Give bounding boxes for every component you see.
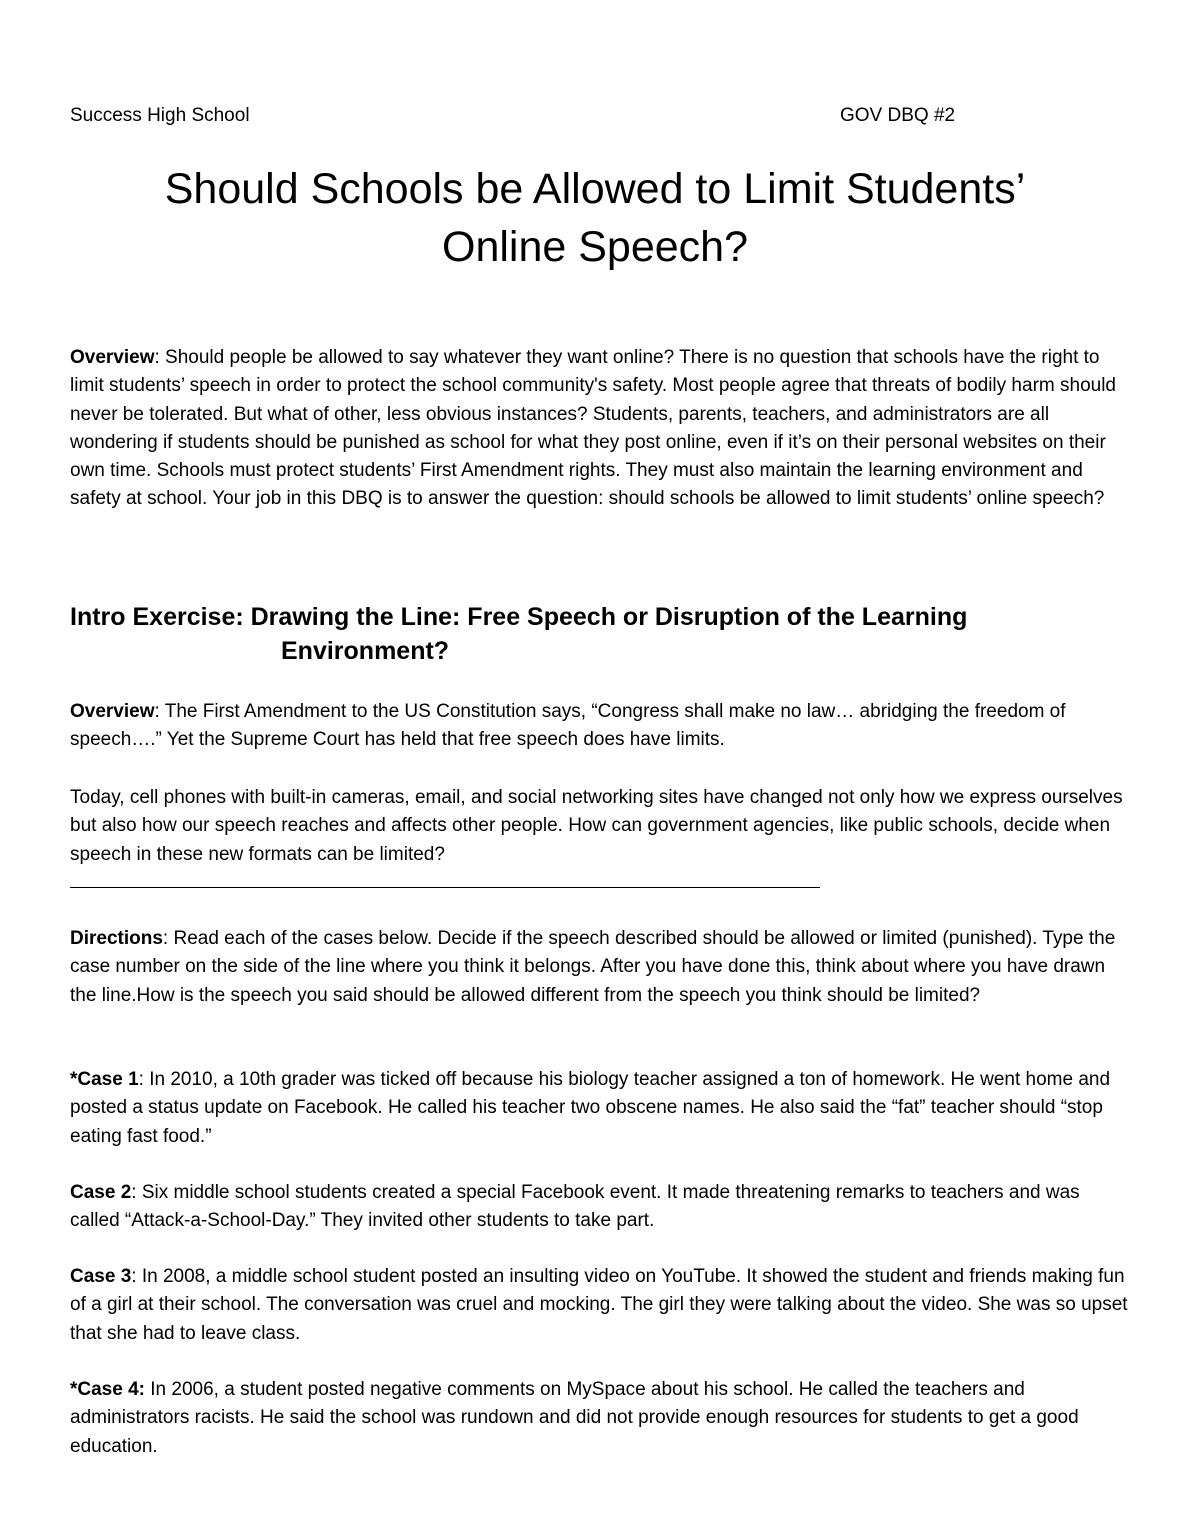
page-title	[70, 160, 1120, 276]
overview-label: Overview	[70, 701, 155, 722]
case-2	[70, 1179, 1130, 1236]
directions-paragraph	[70, 925, 1130, 1010]
case-label: *Case 1	[70, 1069, 139, 1090]
case-1	[70, 1066, 1130, 1151]
case-text: : Six middle school students created a special Facebook event. It made threatening remarks to teachers and was called “Attack-a-School-Day.” They invited other students to take part.	[70, 1182, 1080, 1232]
first-amendment-overview	[70, 698, 1130, 755]
case-label: Case 3	[70, 1266, 132, 1287]
page-header	[70, 105, 1120, 131]
directions-label: Directions	[70, 928, 163, 949]
divider-line	[70, 887, 820, 888]
document-id: GOV DBQ #2	[840, 105, 956, 126]
title-line-2: Online Speech?	[442, 223, 748, 271]
title-line-1: Should Schools be Allowed to Limit Students’	[164, 165, 1026, 213]
case-text: : In 2008, a middle school student posted an insulting video on YouTube. It showed the student and friends making fun of a girl at their school. The conversation was cruel and mocking. The girl they were talking about the video. She was so upset that she had to leave class.	[70, 1266, 1128, 1344]
overview-paragraph	[70, 344, 1130, 514]
overview-text: : Should people be allowed to say whatever they want online? There is no question that schools have the right to limit students’ speech in order to protect the school community's safety. Most people agree that threats of bodily harm should never be tolerated. But what of other, less obvious instances? Students, parents, teachers, and administrators are all wondering if students should be punished as school for what they post online, even if it’s on their personal websites on their own time. Schools must protect students’ First Amendment rights. They must also maintain the learning environment and safety at school. Your job in this DBQ is to answer the question: should schools be allowed to limit students’ online speech?	[70, 347, 1116, 510]
school-name: Success High School	[70, 105, 250, 126]
case-text: : In 2010, a 10th grader was ticked off because his biology teacher assigned a ton of homework. He went home and posted a status update on Facebook. He called his teacher two obscene names. He also said the “fat” teacher should “stop eating fast food.”	[70, 1069, 1111, 1147]
overview-label: Overview	[70, 347, 155, 368]
case-3	[70, 1263, 1130, 1348]
directions-text: : Read each of the cases below. Decide if the speech described should be allowed or limited (punished). Type the case number on the side of the line where you think it belongs. After you have done this, think about where you have drawn the line.How is the speech you said should be allowed different from the speech you think should be limited?	[70, 928, 1116, 1006]
intro-heading-line-1: Intro Exercise: Drawing the Line: Free Speech or Disruption of the Learning	[70, 603, 968, 631]
intro-exercise-heading	[70, 600, 1130, 668]
case-text: In 2006, a student posted negative comments on MySpace about his school. He called the teachers and administrators racists. He said the school was rundown and did not provide enough resources for students to get a good education.	[70, 1379, 1079, 1457]
today-paragraph: Today, cell phones with built-in cameras, email, and social networking sites have changed not only how we express ourselves but also how our speech reaches and affects other people. How can government agencies, like public schools, decide when speech in these new formats can be limited?	[70, 787, 1123, 865]
overview-text: : The First Amendment to the US Constitution says, “Congress shall make no law… abridging the freedom of speech….” Yet the Supreme Court has held that free speech does have limits.	[70, 701, 1066, 751]
case-label: Case 2	[70, 1182, 132, 1203]
case-label: *Case 4:	[70, 1379, 145, 1400]
case-4	[70, 1376, 1130, 1461]
intro-heading-line-2: Environment?	[281, 637, 450, 665]
